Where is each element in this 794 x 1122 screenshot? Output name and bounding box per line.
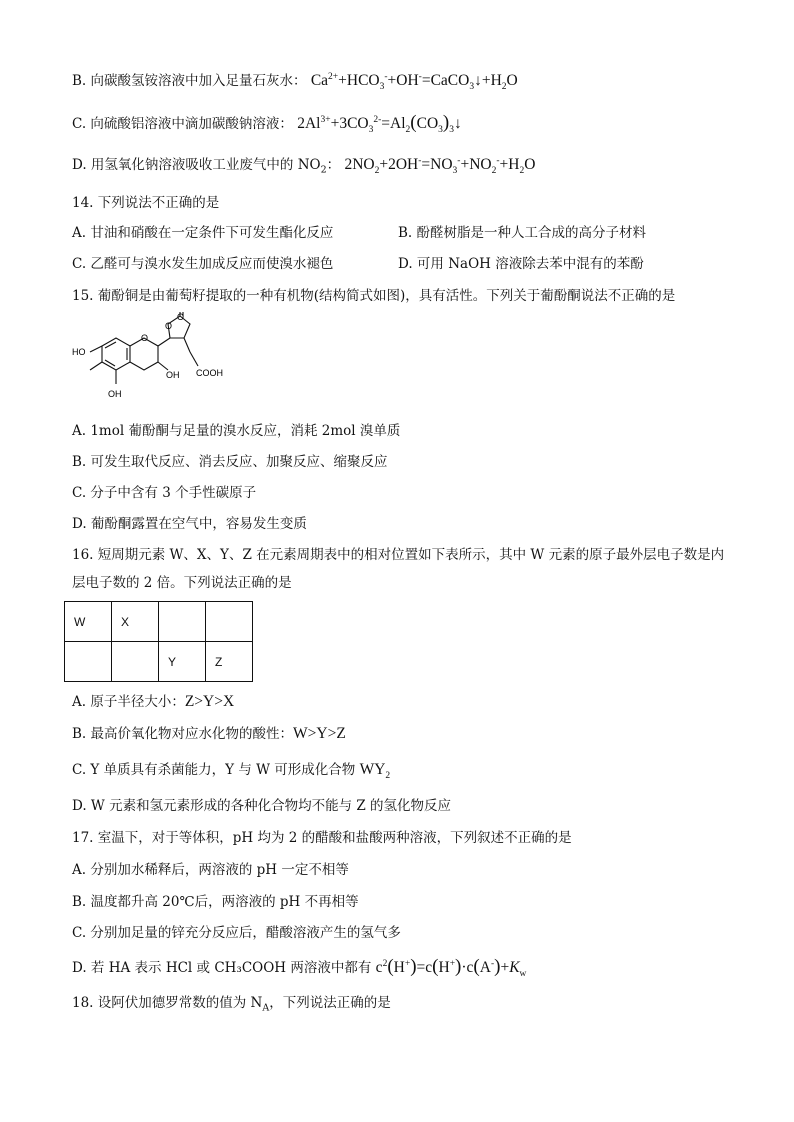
q16-option-a — [72, 692, 234, 712]
q16-option-a-text: A. 原子半径大小： — [72, 694, 185, 710]
q13-option-c-equation: $2Al^{3+}+3CO_3^{2-}=Al_2(CO_3)_3↓$ — [297, 112, 462, 136]
q13-option-d-equation: $2NO_2+2OH^-=NO_3^-+NO_2^-+H_2O$ — [344, 155, 536, 177]
q15-structure-ring-o-label: O — [141, 333, 149, 343]
table-cell — [112, 642, 159, 682]
q14-stem: 14. 下列说法不正确的是 — [72, 195, 220, 211]
q14-option-b: B. 酚醛树脂是一种人工合成的高分子材料 — [398, 225, 647, 241]
q16-stem-line1: 16. 短周期元素 W、X、Y、Z 在元素周期表中的相对位置如下表所示，其中 W 元素的原子最外层电子数是内 — [72, 547, 725, 563]
q14-option-a: A. 甘油和硝酸在一定条件下可发生酯化反应 — [72, 225, 334, 241]
table-cell: W — [65, 602, 112, 642]
q14-option-c: C. 乙醛可与溴水发生加成反应而使溴水褪色 — [72, 256, 334, 272]
q18-stem-subscript: A — [262, 1002, 270, 1014]
q13-option-b — [72, 71, 518, 91]
q15-structure-ho-label: HO — [72, 347, 86, 357]
q17-option-a: A. 分别加水稀释后，两溶液的 pH 一定不相等 — [72, 862, 349, 878]
q13-option-b-equation: $Ca^{2+}+HCO_3^-+OH^-=CaCO_3↓+H_2O$ — [310, 71, 518, 93]
table-cell — [206, 602, 253, 642]
q17-option-b: B. 温度都升高 20℃后，两溶液的 pH 不再相等 — [72, 894, 359, 910]
q16-option-d: D. W 元素和氢元素形成的各种化合物均不能与 Z 的氢化物反应 — [72, 798, 452, 814]
q16-option-c — [72, 760, 390, 780]
table-cell — [65, 642, 112, 682]
q13-option-c — [72, 113, 462, 134]
q15-option-a: A. 1mol 葡酚酮与足量的溴水反应，消耗 2mol 溴单质 — [72, 423, 401, 439]
q17-option-c: C. 分别加足量的锌充分反应后，醋酸溶液产生的氢气多 — [72, 925, 401, 941]
q13-option-d-text: D. 用氢氧化钠溶液吸收工业废气中的 NO — [72, 157, 321, 173]
q17-stem: 17. 室温下，对于等体积，pH 均为 2 的醋酸和盐酸两种溶液，下列叙述不正确的是 — [72, 830, 572, 846]
q16-option-b-text: B. 最高价氧化物对应水化物的酸性： — [72, 726, 294, 742]
table-cell: Z — [206, 642, 253, 682]
q16-option-c-formula: $WY_2$ — [359, 761, 391, 782]
benzene-ring — [102, 338, 130, 370]
q15-option-c: C. 分子中含有 3 个手性碳原子 — [72, 485, 257, 501]
table-row — [65, 602, 253, 642]
table-cell: X — [112, 602, 159, 642]
table-cell: Y — [159, 642, 206, 682]
q13-option-d-colon: ： — [326, 157, 341, 173]
q17-option-d-equation: $c^2(H^+)=c(H^+)\cdot c(A^-)+K_w$ — [375, 956, 527, 980]
q16-periodic-table — [64, 601, 253, 682]
q18-stem-suffix: ，下列说法正确的是 — [269, 995, 391, 1011]
q16-stem-line2: 层电子数的 2 倍。下列说法正确的是 — [72, 575, 292, 591]
q15-structure-lactone-o-label: O — [165, 321, 173, 331]
q16-option-a-formula: Z>Y>X — [184, 693, 235, 710]
q17-option-d-text: D. 若 HA 表示 HCl 或 CH₃COOH 两溶液中都有 — [72, 960, 376, 976]
q17-option-d — [72, 957, 526, 978]
q15-option-d: D. 葡酚酮露置在空气中，容易发生变质 — [72, 516, 307, 532]
q15-option-b: B. 可发生取代反应、消去反应、加聚反应、缩聚反应 — [72, 454, 388, 470]
q13-option-c-text: C. 向硫酸铝溶液中滴加碳酸钠溶液： — [72, 116, 293, 132]
q13-option-b-text: B. 向碳酸氢铵溶液中加入足量石灰水： — [72, 73, 307, 89]
q16-option-c-text: C. Y 单质具有杀菌能力，Y 与 W 可形成化合物 — [72, 762, 360, 778]
table-row — [65, 642, 253, 682]
q14-option-d: D. 可用 NaOH 溶液除去苯中混有的苯酚 — [398, 256, 644, 272]
q15-structure-cooh-label: COOH — [196, 368, 223, 378]
q18-stem-text: 18. 设阿伏加德罗常数的值为 N — [72, 995, 263, 1011]
q15-structure-oh-right-label: OH — [166, 370, 180, 380]
q15-structure-carbonyl-o-label: O — [177, 312, 185, 322]
q15-structure-diagram — [68, 312, 228, 408]
q18-stem — [72, 993, 391, 1013]
table-cell — [159, 602, 206, 642]
q16-option-b — [72, 724, 346, 744]
q15-stem: 15. 葡酚铜是由葡萄籽提取的一种有机物(结构简式如图)，具有活性。下列关于葡酚酮说法不正确的是 — [72, 288, 676, 304]
q13-option-d: D. 用氢氧化钠溶液吸收工业废气中的 $NO_2$： $2NO_2+2OH^-=NO_3^-+NO_2^-+H_2O$ — [72, 155, 536, 177]
q16-option-b-formula: W>Y>Z — [293, 725, 346, 742]
q15-structure-oh-bottom-label: OH — [108, 389, 122, 399]
